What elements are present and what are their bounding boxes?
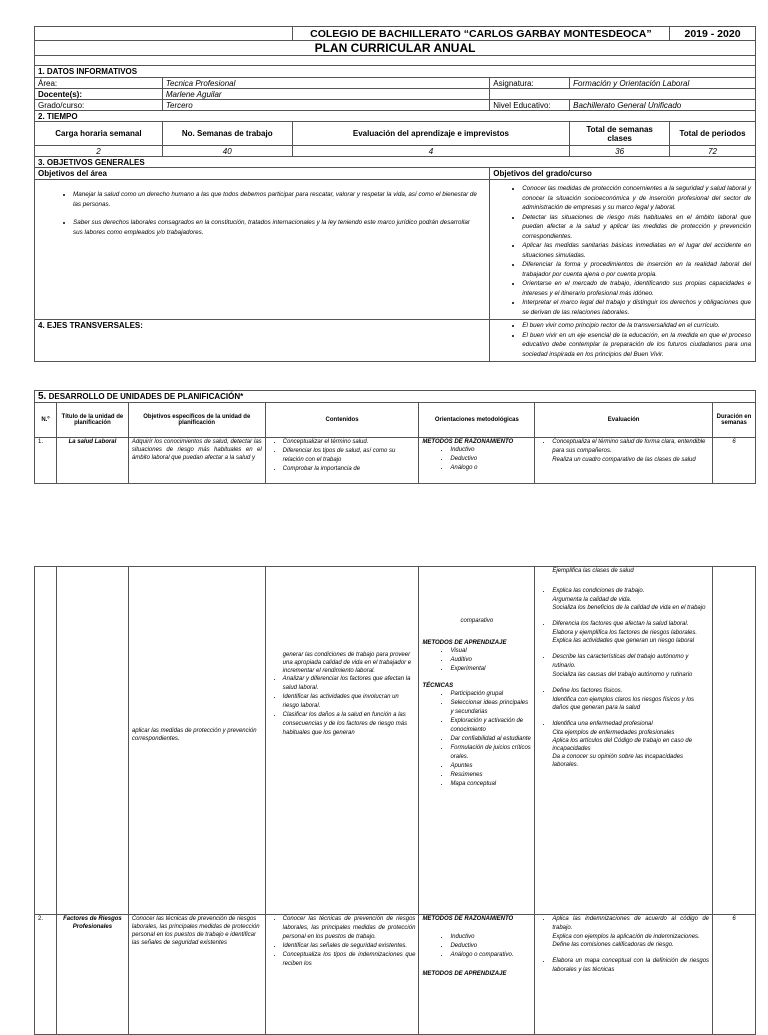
area-label: Área:: [35, 78, 163, 89]
tiempo-value-periodos: 72: [670, 146, 756, 157]
list-item: • Formulación de juicios críticos orales.: [450, 744, 531, 762]
list-item: • Elabora un mapa conceptual con la definición de riesgos laborales y las técnicas: [552, 957, 709, 975]
tiempo-value-evaluacion: 4: [292, 146, 570, 157]
ejes-list: [490, 320, 756, 362]
header-blank: [35, 27, 293, 41]
unit1-num: 1.: [35, 438, 57, 484]
list-item: • Define los factores físicos.: [552, 687, 709, 696]
objetivos-grado-list: [490, 180, 756, 320]
objetivos-area-list: [35, 180, 490, 320]
eval-extra: Explica las actividades que generan un riesgo laboral: [552, 638, 695, 644]
unit2-contents: [265, 915, 419, 1035]
unit1-method-title: METODOS DE RAZONAMIENTO: [422, 439, 514, 445]
col-header-objetivos: Objetivos específicos de la unidad de planificación: [128, 403, 265, 438]
unit1-eval-intro: Ejemplifica las clases de salud: [552, 568, 634, 574]
list-item: • Análogo o: [450, 464, 531, 473]
list-item: • Análogo o comparativo.: [450, 951, 531, 960]
list-item: • Analizar y diferenciar los factores que afectan la salud laboral.: [283, 675, 416, 693]
col-header-num: N.º: [35, 403, 57, 438]
unit1-contents: [265, 438, 419, 484]
unit1-aprendizaje-title: METODOS DE APRENDIZAJE: [422, 640, 507, 646]
list-item: • Visual: [450, 647, 531, 656]
list-item: • Conceptualizar el término salud.: [283, 438, 416, 447]
area-value: Tecnica Profesional: [162, 78, 489, 89]
docente-label: Docente(s):: [35, 89, 163, 100]
list-item: • El buen vivir en un eje esencial de la educación, en la medida en que el proceso educativo debe contemplar la preparación de los futuros ciudadanos para una sociedad inspirada en los principios del Buen Vivir.: [522, 331, 751, 360]
list-item: • Participación grupal: [450, 690, 531, 699]
tiempo-header-semanas: No. Semanas de trabajo: [162, 122, 292, 146]
unit1-objective-continued: aplicar las medidas de protección y prevención correspondientes.: [128, 567, 265, 915]
list-item: • El buen vivir como principio rector de la transversalidad en el currículo.: [522, 321, 751, 331]
unit1-methods: [419, 438, 535, 484]
list-item: • Describe las características del trabajo autónomo y rutinario.: [552, 653, 709, 671]
tiempo-value-semanas: 40: [162, 146, 292, 157]
unit2-aprendizaje-title: METODOS DE APRENDIZAJE: [422, 971, 507, 977]
col-header-titulo: Título de la unidad de planificación: [56, 403, 128, 438]
eval-extra: Identifica con ejemplos claros los riesgos físicos y los daños que generan para la salud: [552, 697, 695, 711]
list-item: • Identificar las señales de seguridad existentes.: [283, 942, 416, 951]
eval-extra: Define las comisiones calificadoras de riesgo.: [552, 942, 674, 948]
list-item: • Diferencia los factores que afectan la salud laboral.: [552, 620, 709, 629]
grado-label: Grado/curso:: [35, 100, 163, 111]
tiempo-header-carga: Carga horaria semanal: [35, 122, 163, 146]
list-item: • Saber sus derechos laborales consagrados en la constitución, tratados internacionales y la ley teniendo este marco jurídico podrán desarrollar sus labores como empleados y/o trabajadores.: [73, 218, 481, 238]
col-header-evaluacion: Evaluación: [535, 403, 713, 438]
list-item: • Auditivo: [450, 656, 531, 665]
unit2-objective: Conocer las técnicas de prevención de riesgos laborales, las principales medidas de protección personal en los puestos de trabajo e identificar las señales de seguridad existentes: [128, 915, 265, 1035]
list-item: • Identificar las actividades que involucran un riesgo laboral.: [283, 693, 416, 711]
unit1-objective: Adquirir los conocimientos de salud, detectar las situaciones de riesgo más habituales en el ámbito laboral que puedan afectar a la salud y: [128, 438, 265, 484]
tiempo-header-periodos: Total de periodos: [670, 122, 756, 146]
section-datos: 1. DATOS INFORMATIVOS: [35, 66, 756, 78]
list-item: • Detectar las situaciones de riesgo más habituales en el ámbito laboral que puedan afectar a la salud y aplicar las medidas de protección y prevención correspondientes.: [522, 213, 751, 242]
eval-extra: Socializa las causas del trabajo autónomo y rutinario: [552, 672, 693, 678]
eval-extra: Argumenta la calidad de vida.: [552, 597, 632, 603]
list-item: • Seleccionar ideas principales y secundarias: [450, 699, 531, 717]
list-item: • Aplicar las medidas sanitarias básicas inmediatas en el lugar del accidente en situaciones simuladas.: [522, 241, 751, 260]
unit1-contents-intro: generar las condiciones de trabajo para proveer una apropiada calidad de vida en el trabajador e incrementar el rendimiento laboral.: [282, 652, 412, 674]
eval-extra: Cita ejemplos de enfermedades profesionales: [552, 730, 675, 736]
section-objetivos: 3. OBJETIVOS GENERALES: [35, 157, 756, 168]
list-item: • Manejar la salud como un derecho humano a las que todos debemos participar para rescatar, valorar y respetar la vida, así como el bienestar de las personas.: [73, 190, 481, 210]
school-name: COLEGIO DE BACHILLERATO “CARLOS GARBAY MONTESDEOCA”: [292, 27, 669, 41]
unit2-num: 2.: [35, 915, 57, 1035]
desarrollo-table-page1: [34, 390, 756, 484]
unit1-title: La salud Laboral: [56, 438, 128, 484]
list-item: • Interpretar el marco legal del trabajo y distinguir los derechos y obligaciones que se derivan de las relaciones laborales.: [522, 298, 751, 317]
asignatura-value: Formación y Orientación Laboral: [570, 78, 756, 89]
unit1-evaluation: [535, 438, 713, 484]
eval-extra: Da a conocer su opinión sobre las incapacidades laborales.: [552, 754, 684, 768]
unit1-evaluation-continued: [535, 567, 713, 915]
tiempo-value-carga: 2: [35, 146, 163, 157]
list-item: • Dar confiabilidad al estudiante: [450, 735, 531, 744]
list-item: • Deductivo: [450, 942, 531, 951]
unit2-duration: 6: [713, 915, 756, 1035]
list-item: • Explica las condiciones de trabajo.: [552, 587, 709, 596]
unit1-evaluation-extra: Realiza un cuadro comparativo de las clases de salud: [552, 457, 696, 463]
tiempo-value-total-semanas: 36: [570, 146, 670, 157]
nivel-label: Nivel Educativo:: [490, 100, 570, 111]
eval-extra: Socializa los beneficios de la calidad de vida en el trabajo: [552, 605, 706, 611]
section-tiempo: 2. TIEMPO: [35, 111, 756, 122]
eval-extra: Elabora y ejemplifica los factores de riesgos laborales.: [552, 630, 698, 636]
unit1-duration: 6: [712, 438, 755, 484]
list-item: • Deductivo: [450, 455, 531, 464]
nivel-value: Bachillerato General Unificado: [570, 100, 756, 111]
unit1-tecnicas-title: TÉCNICAS: [422, 683, 454, 689]
list-item: • Conceptualiza el término salud de forma clara, entendible para sus compañeros.: [552, 438, 709, 456]
list-item: • Experimental: [450, 665, 531, 674]
list-item: • Mapa conceptual: [450, 780, 531, 789]
section-desarrollo-num: 5.: [38, 391, 47, 402]
section-desarrollo-title: DESARROLLO DE UNIDADES DE PLANIFICACIÓN*: [48, 392, 244, 401]
list-item: • Diferenciar la forma y procedimientos de inserción en la realidad laboral del trabajador por cuenta ajena o por cuenta propia.: [522, 260, 751, 279]
unit2-title: Factores de Riesgos Profesionales: [56, 915, 128, 1035]
eval-extra: Explica con ejemplos la aplicación de indemnizaciones.: [552, 934, 700, 940]
document-title: PLAN CURRICULAR ANUAL: [35, 41, 756, 56]
list-item: • Apuntes: [450, 762, 531, 771]
list-item: • Orientarse en el mercado de trabajo, identificando sus propias capacidades e intereses y el itinerario profesional más idóneo.: [522, 279, 751, 298]
grado-value: Tercero: [162, 100, 489, 111]
list-item: • Conocer las técnicas de prevención de riesgos laborales, las principales medidas de protección personal en los puestos de trabajo.: [283, 915, 416, 942]
list-item: • Inductivo: [450, 446, 531, 455]
objetivos-grado-header: Objetivos del grado/curso: [490, 168, 756, 180]
list-item: • Diferenciar los tipos de salud, así como su relación con el trabajo: [283, 447, 416, 465]
objetivos-area-header: Objetivos del área: [35, 168, 490, 180]
list-item: • Clasificar los daños a la salud en función a las consecuencias y de los factores de riesgo más habituales que los generan: [283, 711, 416, 738]
list-item: • Identifica una enfermedad profesional: [552, 720, 709, 729]
list-item: • Resúmenes: [450, 771, 531, 780]
unit1-method-continuation: comparativo: [460, 618, 494, 624]
list-item: • Inductivo: [450, 933, 531, 942]
unit2-evaluation: [535, 915, 713, 1035]
docente-value: Marlene Aguilar: [162, 89, 489, 100]
school-year: 2019 - 2020: [670, 27, 756, 41]
plan-table-page1: [34, 26, 756, 362]
asignatura-label: Asignatura:: [490, 78, 570, 89]
eval-extra: Aplica los artículos del Código de trabajo en caso de incapacidades: [552, 738, 693, 752]
list-item: • Conocer las medidas de protección concernientes a la seguridad y salud laboral y conocer la situación socioeconómica y de inserción profesional del sector de administración de empresas y su marco legal y laboral.: [522, 184, 751, 213]
section-ejes: 4. EJES TRANSVERSALES:: [35, 320, 490, 362]
tiempo-header-evaluacion: Evaluación del aprendizaje e imprevistos: [292, 122, 570, 146]
unit1-methods-continued: [419, 567, 535, 915]
col-header-contenidos: Contenidos: [265, 403, 419, 438]
unit2-method-title: METODOS DE RAZONAMIENTO: [422, 916, 514, 922]
section-desarrollo: [35, 391, 756, 403]
unit2-methods: [419, 915, 535, 1035]
list-item: • Comprobar la importancia de: [283, 465, 416, 474]
list-item: • Aplica las indemnizaciones de acuerdo al código de trabajo.: [552, 915, 709, 933]
col-header-orientaciones: Orientaciones metodológicas: [419, 403, 535, 438]
unit1-contents-continued: [265, 567, 419, 915]
list-item: • Exploración y activación de conocimiento: [450, 717, 531, 735]
desarrollo-table-page2: [34, 566, 756, 1035]
col-header-duracion: Duración en semanas: [712, 403, 755, 438]
list-item: • Conceptualiza los tipos de indemnizaciones que reciben los: [283, 951, 416, 969]
tiempo-header-total-semanas: Total de semanas clases: [570, 122, 670, 146]
